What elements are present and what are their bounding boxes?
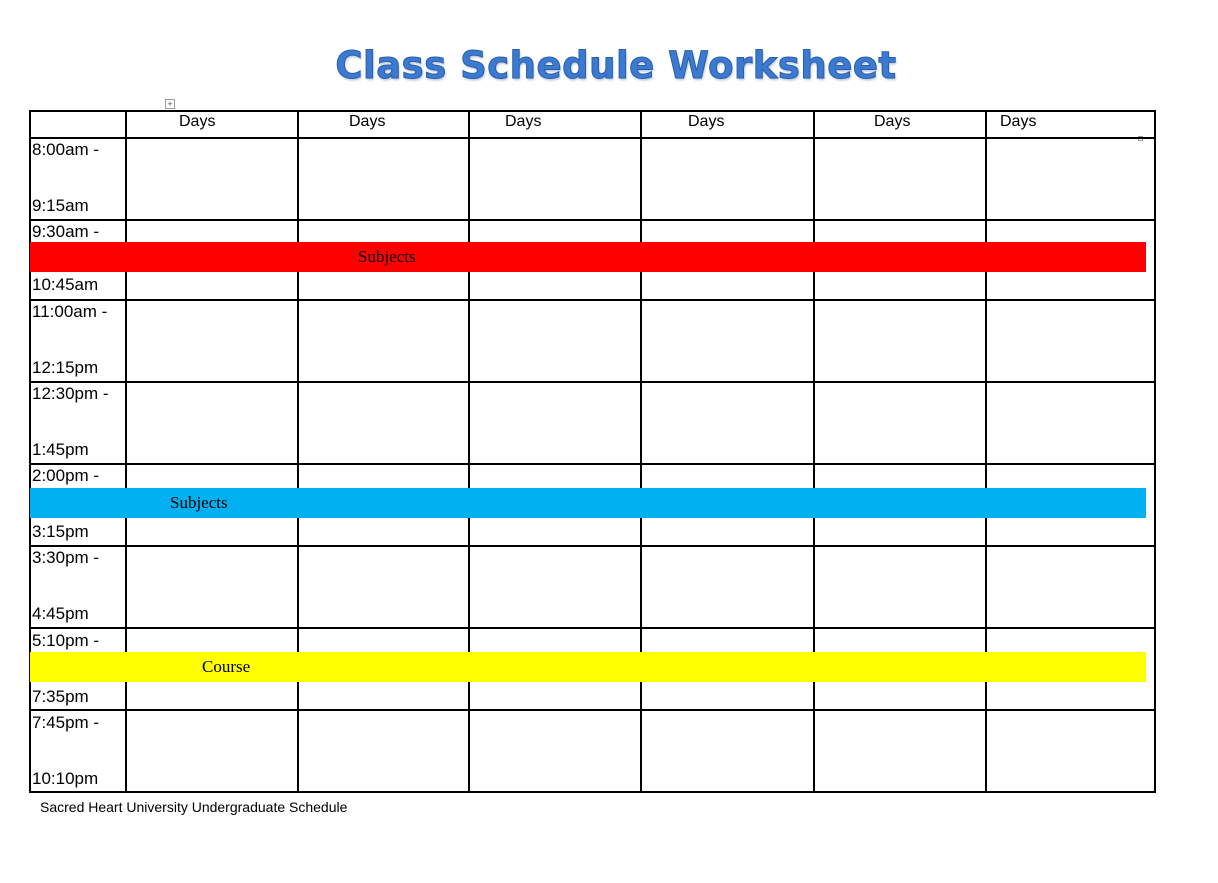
time-start: 12:30pm - bbox=[32, 384, 109, 403]
table-move-handle-icon[interactable]: + bbox=[165, 99, 175, 109]
column-divider bbox=[985, 112, 987, 791]
column-divider bbox=[297, 112, 299, 791]
column-divider bbox=[125, 112, 127, 791]
time-end: 1:45pm bbox=[32, 440, 89, 459]
time-end: 10:10pm bbox=[32, 769, 99, 788]
row-divider bbox=[31, 219, 1154, 221]
time-end: 7:35pm bbox=[32, 687, 89, 706]
column-divider bbox=[813, 112, 815, 791]
header-day: Days bbox=[874, 113, 911, 130]
subjects-band-red[interactable] bbox=[30, 242, 1146, 272]
time-start: 11:00am - bbox=[32, 302, 108, 321]
time-start: 3:30pm - bbox=[32, 548, 100, 567]
header-day: Days bbox=[349, 113, 386, 130]
time-start: 7:45pm - bbox=[32, 713, 100, 732]
page-title: Class Schedule Worksheet bbox=[335, 44, 897, 87]
row-divider bbox=[31, 137, 1154, 139]
row-divider bbox=[31, 381, 1154, 383]
band-label: Subjects bbox=[358, 247, 416, 266]
column-divider bbox=[468, 112, 470, 791]
row-divider bbox=[31, 463, 1154, 465]
band-label: Subjects bbox=[170, 493, 228, 512]
time-end: 10:45am bbox=[32, 275, 99, 294]
footer-caption: Sacred Heart University Undergraduate Schedule bbox=[40, 799, 348, 815]
row-divider bbox=[31, 709, 1154, 711]
header-day: Days bbox=[1000, 113, 1037, 130]
time-start: 5:10pm - bbox=[32, 631, 100, 650]
row-divider bbox=[31, 299, 1154, 301]
header-day: Days bbox=[179, 113, 216, 130]
time-end: 4:45pm bbox=[32, 604, 89, 623]
band-label: Course bbox=[202, 657, 251, 676]
time-start: 2:00pm - bbox=[32, 466, 100, 485]
time-start: 8:00am - bbox=[32, 140, 100, 159]
time-end: 3:15pm bbox=[32, 522, 89, 541]
row-divider bbox=[31, 627, 1154, 629]
row-divider bbox=[31, 545, 1154, 547]
subjects-band-blue[interactable] bbox=[30, 488, 1146, 518]
schedule-table bbox=[29, 110, 1156, 793]
time-start: 9:30am - bbox=[32, 222, 100, 241]
time-end: 12:15pm bbox=[32, 358, 99, 377]
time-end: 9:15am bbox=[32, 196, 89, 215]
course-band-yellow[interactable] bbox=[30, 652, 1146, 682]
header-day: Days bbox=[505, 113, 542, 130]
column-divider bbox=[640, 112, 642, 791]
header-day: Days bbox=[688, 113, 725, 130]
